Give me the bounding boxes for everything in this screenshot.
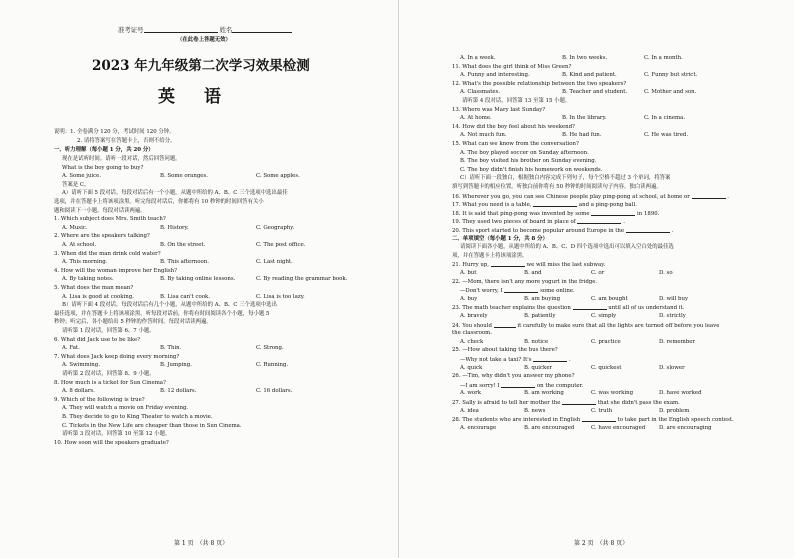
listening-example-question: What is the boy going to buy? <box>62 164 144 171</box>
question-5-option-B: B. Lisa can't cook. <box>160 293 210 300</box>
question-3-option-C: C. Last night. <box>256 259 293 266</box>
fill-blank-17: 17. What you need is a table, and a ping-pong ball. <box>452 202 637 209</box>
question-6-option-B: B. Thin. <box>160 345 182 352</box>
fill-blank-18: 18. It is said that ping-pong was invented by some in 1890. <box>452 210 660 217</box>
question-21-option-A: A. but <box>460 270 477 276</box>
question-22-line-2: —Don't worry, I some online. <box>460 288 575 295</box>
question-4-option-C: C. By reading the grammar book. <box>256 276 348 283</box>
question-28-option-B: B. are encouraged <box>524 424 575 431</box>
question-24-option-A: A. check <box>460 338 484 345</box>
question-9: 9. Which of the following is true? <box>54 396 145 403</box>
question-4-option-B: B. By taking online lessons. <box>160 276 236 283</box>
header-note: （在此卷上答题无效） <box>177 37 231 43</box>
name-blank <box>232 27 292 33</box>
partC-instructions-1: C）请听下面一段独白，根据独白内容完成下列句子，每个空格不超过 3 个单词，将答案 <box>460 175 671 182</box>
listen-dialog-1: 请听第 1 段对话，回答第 6、7 小题。 <box>62 328 155 334</box>
question-1-option-C: C. Geography. <box>256 224 295 231</box>
question-23-option-D: D. strictly <box>659 313 686 319</box>
listen-dialog-4: 请听第 4 段对话，回答第 13 至第 15 小题。 <box>462 98 571 104</box>
question-25-line-1: 25. —How about taking the bus there? <box>452 347 558 354</box>
instruction-1: 说明：1. 全卷满分 120 分，考试时间 120 分钟。 <box>54 129 175 135</box>
question-9-option-A: A. They will watch a movie on Friday evening. <box>62 405 189 412</box>
question-24-line-2: the classroom. <box>452 330 492 337</box>
name-label: 姓名 <box>219 26 233 34</box>
question-25-line-2: —Why not take a taxi? It's . <box>460 357 571 363</box>
question-6-option-C: C. Strong. <box>256 345 284 352</box>
question-2: 2. Where are the speakers talking? <box>54 233 150 240</box>
question-8-option-B: B. 12 dollars. <box>160 388 197 395</box>
question-2-option-A: A. At school. <box>62 242 97 248</box>
question-13-option-A: A. At home. <box>460 115 492 122</box>
section2-intro-1: 请阅读下面各小题，从题中所给的 A、B、C、D 四个选项中选出可以填入空白处的最佳选 <box>460 244 674 251</box>
question-28-option-C: C. have encouraged <box>591 424 646 431</box>
question-22-option-C: C. am bought <box>591 295 628 302</box>
question-24-option-B: B. notice <box>524 338 549 345</box>
fill-blank-19-blank <box>577 218 621 224</box>
question-27-option-D: D. problem <box>659 407 690 414</box>
section2-title: 二、单项填空（每小题 1 分，共 8 分） <box>452 235 548 242</box>
question-14-option-A: A. Not much fun. <box>460 132 507 139</box>
question-8: 8. How much is a ticket for Sun Cinema? <box>54 379 166 386</box>
question-2-option-C: C. The post office. <box>256 242 306 248</box>
question-26-option-B: B. am working <box>524 390 564 397</box>
question-13-option-B: B. In the library. <box>562 115 607 122</box>
question-28-option-A: A. encourage <box>460 424 497 431</box>
question-5-option-C: C. Lisa is too lazy. <box>256 293 305 300</box>
question-4-option-A: A. By taking notes. <box>62 276 114 283</box>
question-25-option-C: C. quickest <box>591 364 622 371</box>
question-15-option-A: A. The boy played soccer on Sunday afternoon. <box>460 149 589 156</box>
fill-blank-20: 20. This sport started to become popular around Europe in the . <box>452 228 674 234</box>
question-25-option-A: A. quick <box>460 364 483 371</box>
question-21-option-C: C. or <box>591 270 605 276</box>
question-15: 15. What can we know from the conversation? <box>452 141 579 147</box>
question-7-option-A: A. Swimming. <box>62 362 100 369</box>
question-21: 21. Hurry up, we will miss the last subway. <box>452 262 606 269</box>
question-11-option-A: A. Funny and interesting. <box>460 72 530 79</box>
id-blank <box>144 27 218 33</box>
question-14-option-B: B. He had fun. <box>562 132 602 139</box>
fill-blank-20-blank <box>626 227 670 233</box>
question-6: 6. What did Jack use to be like? <box>54 336 141 343</box>
question-23-option-B: B. patiently <box>524 313 556 319</box>
listening-example-option-C: C. Some apples. <box>256 173 300 180</box>
question-1-option-A: A. Music. <box>62 224 88 231</box>
question-25-line-2-blank <box>533 356 567 362</box>
question-12: 12. What's the possible relationship between the two speakers? <box>452 80 627 87</box>
question-27-option-C: C. truth <box>591 407 613 414</box>
question-27-option-A: A. idea <box>460 407 479 414</box>
question-26-option-A: A. work <box>460 390 482 397</box>
question-7: 7. What does Jack keep doing every morning? <box>54 353 180 360</box>
listen-dialog-2: 请听第 2 段对话，回答第 8、9 小题。 <box>62 371 155 377</box>
question-22-line-2-blank <box>504 287 538 293</box>
question-26-line-1: 26. —Tim, why didn't you answer my phone? <box>452 373 575 380</box>
question-23-option-C: C. simply <box>591 313 617 319</box>
question-14-option-C: C. He was tired. <box>644 132 689 139</box>
listening-example-option-A: A. Some juice. <box>62 173 102 180</box>
fill-blank-17-blank <box>533 201 577 207</box>
question-10-option-A: A. In a week. <box>460 55 496 61</box>
question-22-option-A: A. buy <box>460 295 478 302</box>
partB-instructions-2: 最佳选项，并在答题卡上将该项涂黑。听每段对话前，你将有时间阅读各个小题，每小题 5 <box>54 310 270 317</box>
partB-instructions-3: 秒钟；听完后，各小题给出 5 秒钟的作答时间。每段对话读两遍。 <box>54 319 212 326</box>
page-footer-right: 第 2 页 （共 8 页） <box>574 540 629 547</box>
question-12-option-C: C. Mother and son. <box>644 89 697 96</box>
question-14: 14. How did the boy feel about his weekend? <box>452 123 575 130</box>
question-10-option-C: C. In a month. <box>644 55 683 61</box>
question-28-option-D: D. are encouraging <box>659 424 712 431</box>
listening-example-option-B: B. Some oranges. <box>160 173 208 180</box>
question-9-option-C: C. Tickets in the New Life are cheaper than those in Sun Cinema. <box>62 422 242 429</box>
partB-instructions-1: B）请听下面 4 段对话。每段对话后有几个小题，从题中所给的 A、B、C 三个选项中选出 <box>62 302 277 309</box>
fill-blank-18-blank <box>591 210 635 216</box>
question-3: 3. When did the man drink cold water? <box>54 250 161 257</box>
question-22-line-1: 22. —Mom, there isn't any more yogurt in the fridge. <box>452 278 598 285</box>
question-5: 5. What does the man mean? <box>54 285 134 291</box>
page-2-column <box>398 0 794 558</box>
question-6-option-A: A. Fat. <box>62 345 80 352</box>
question-7-option-C: C. Running. <box>256 362 289 369</box>
question-15-option-C: C. The boy didn't finish his homework on weekends. <box>460 166 603 173</box>
question-9-option-B: B. They decide to go to King Theater to watch a movie. <box>62 414 213 420</box>
question-24-option-D: D. remember <box>659 338 695 345</box>
header-fields <box>118 27 292 33</box>
question-21-option-B: B. and <box>524 270 542 276</box>
listening-example-answer: 答案是 C。 <box>62 181 90 188</box>
question-22-option-D: D. will buy <box>659 295 689 302</box>
question-22-option-B: B. am buying <box>524 295 561 302</box>
question-23-option-A: A. bravely <box>460 313 488 319</box>
question-11-option-C: C. Funny but strict. <box>644 72 698 79</box>
listening-section-title: 一、听力理解（每小题 1 分，共 20 分） <box>54 147 154 153</box>
page-footer-left: 第 1 页 （共 8 页） <box>174 540 229 547</box>
section2-intro-2: 项，并在答题卡上将该项涂黑。 <box>452 252 528 259</box>
question-7-option-B: B. Jumping. <box>160 362 192 369</box>
question-26-option-C: C. was working <box>591 390 634 397</box>
question-25-option-B: B. quicker <box>524 364 553 371</box>
question-11: 11. What does the girl think of Miss Green? <box>452 63 572 70</box>
listening-example-intro: 现在是试听时间。请听一段对话，然后回答问题。 <box>62 156 181 162</box>
partC-instructions-2: 填写到答题卡的相应位置。听独白前你将有 50 秒钟的时间阅读句子内容。独白读两遍。 <box>452 184 662 190</box>
question-23: 23. The math teacher explains the question until all of us understand it. <box>452 305 685 312</box>
question-21-blank <box>491 261 525 267</box>
partA-instructions-2: 选项，并在答题卡上将该项涂黑。听完每段对话后，你都将有 10 秒钟的时间回答有关小 <box>54 199 264 205</box>
fill-blank-16: 16. Wherever you go, you can see Chinese people play ping-pong at school, at home or . <box>452 193 729 200</box>
question-28-blank <box>582 416 616 422</box>
question-2-option-B: B. On the street. <box>160 242 206 248</box>
question-10: 10. How soon will the speakers graduate? <box>54 439 169 446</box>
question-5-option-A: A. Lisa is good at cooking. <box>62 293 134 300</box>
question-27: 27. Sally is afraid to tell her mother the that she didn't pass the exam. <box>452 400 680 406</box>
question-23-blank <box>573 304 607 310</box>
exam-title: 2023 年九年级第二次学习效果检测 <box>92 58 310 74</box>
question-10-option-B: B. In two weeks. <box>562 55 608 61</box>
question-1: 1. Which subject does Mrs. Smith teach? <box>54 216 166 223</box>
question-4: 4. How will the woman improve her English? <box>54 267 177 274</box>
question-27-blank <box>562 399 596 405</box>
question-26-line-2: —I am sorry! I on the computer. <box>460 382 584 389</box>
question-24-line-1-blank <box>494 322 516 328</box>
question-15-option-B: B. The boy visited his brother on Sunday evening. <box>460 158 597 165</box>
subject-title: 英 语 <box>158 87 227 107</box>
question-12-option-A: A. Classmates. <box>460 89 501 96</box>
question-1-option-B: B. History. <box>160 224 189 231</box>
question-13: 13. Where was Mary last Sunday? <box>452 106 546 113</box>
question-27-option-B: B. news <box>524 407 546 414</box>
instruction-2: 2. 请将答案写在答题卡上，否则不给分。 <box>77 138 176 144</box>
partA-instructions-3: 题和阅读下一小题。每段对话读两遍。 <box>54 207 146 214</box>
question-26-line-2-blank <box>501 382 535 388</box>
question-12-option-B: B. Teacher and student. <box>562 89 628 96</box>
partA-instructions-1: A）请听下面 5 段对话。每段对话后有一个小题，从题中所给的 A、B、C 三个选项中选出最佳 <box>62 190 288 197</box>
question-24-option-C: C. practice <box>591 338 621 345</box>
question-8-option-C: C. 16 dollars. <box>256 388 293 395</box>
fill-blank-19: 19. They used two pieces of board in place of . <box>452 219 625 226</box>
question-13-option-C: C. In a cinema. <box>644 115 686 122</box>
question-11-option-B: B. Kind and patient. <box>562 72 617 79</box>
id-label: 准考证号 <box>118 26 144 34</box>
question-25-option-D: D. slower <box>659 364 685 371</box>
listen-dialog-3: 请听第 3 段对话，回答第 10 至第 12 小题。 <box>62 431 171 438</box>
question-3-option-B: B. This afternoon. <box>160 259 209 266</box>
question-21-option-D: D. so <box>659 270 673 276</box>
fill-blank-16-blank <box>692 193 726 199</box>
question-26-option-D: D. have worked <box>659 390 702 397</box>
question-24-line-1: 24. You should it carefully to make sure that all the lights are turned off before you leave <box>452 322 720 329</box>
question-8-option-A: A. 8 dollars. <box>62 388 95 395</box>
question-28: 28. The students who are interested in English to take part in the English speech contest. <box>452 417 734 424</box>
question-3-option-A: A. This morning. <box>62 259 108 266</box>
